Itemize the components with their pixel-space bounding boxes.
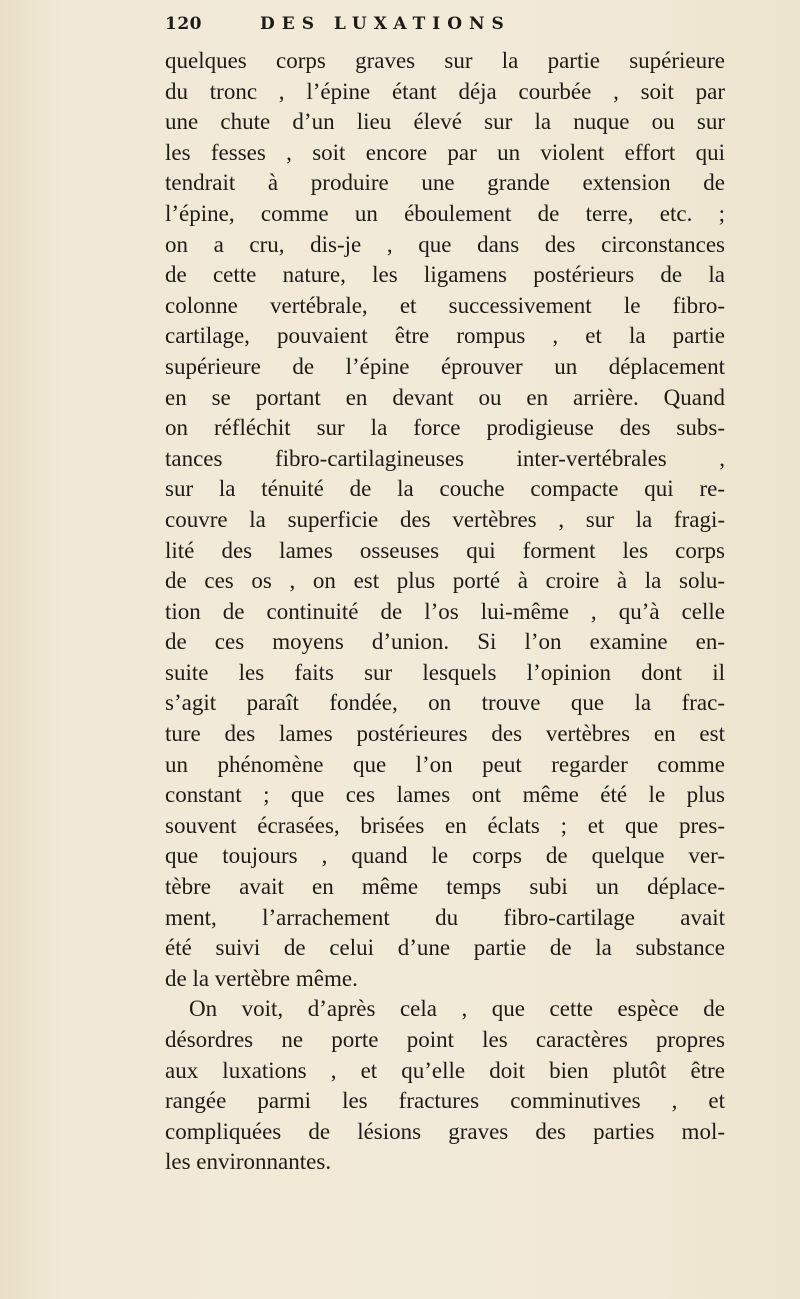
text-line: ture des lames postérieures des vertèbres en est xyxy=(165,721,725,747)
text-line: aux luxations , et qu’elle doit bien plutôt être xyxy=(165,1057,725,1083)
text-line: tèbre avait en même temps subi un déplace- xyxy=(165,874,725,900)
text-line: de la vertèbre même. xyxy=(165,965,358,991)
text-line: été suivi de celui d’une partie de la substance xyxy=(165,935,725,961)
text-line: cartilage, pouvaient être rompus , et la partie xyxy=(165,323,725,349)
text-line: une chute d’un lieu élevé sur la nuque ou sur xyxy=(165,109,725,135)
text-line: un phénomène que l’on peut regarder comme xyxy=(165,751,725,777)
text-line: les fesses , soit encore par un violent effort qui xyxy=(165,139,725,165)
text-line: ment, l’arrachement du fibro-cartilage avait xyxy=(165,904,725,930)
text-line: souvent écrasées, brisées en éclats ; et que pres- xyxy=(165,812,725,838)
text-line: tendrait à produire une grande extension de xyxy=(165,170,725,196)
text-line: supérieure de l’épine éprouver un déplacement xyxy=(165,353,725,379)
text-line: que toujours , quand le corps de quelque ver- xyxy=(165,843,725,869)
text-line: du tronc , l’épine étant déja courbée , soit par xyxy=(165,78,725,104)
text-line: on a cru, dis-je , que dans des circonstances xyxy=(165,231,725,257)
text-line: on réfléchit sur la force prodigieuse des subs- xyxy=(165,415,725,441)
text-line: les environnantes. xyxy=(165,1149,332,1175)
text-line: en se portant en devant ou en arrière. Quand xyxy=(165,384,725,410)
text-line: constant ; que ces lames ont même été le plus xyxy=(165,782,725,808)
text-line: désordres ne porte point les caractères propres xyxy=(165,1027,725,1052)
body-text xyxy=(165,46,725,1178)
page-header xyxy=(165,12,725,36)
text-line: On voit, d’après cela , que cette espèce de xyxy=(189,996,725,1022)
text-line: s’agit paraît fondée, on trouve que la frac- xyxy=(165,690,725,716)
text-line: sur la ténuité de la couche compacte qui re- xyxy=(165,476,725,502)
text-line: rangée parmi les fractures comminutives , et xyxy=(165,1088,725,1114)
running-head: DES LUXATIONS xyxy=(260,14,511,34)
page-number: 120 xyxy=(165,14,202,34)
text-line: quelques corps graves sur la partie supérieure xyxy=(165,48,725,73)
text-line: suite les faits sur lesquels l’opinion dont il xyxy=(165,659,725,685)
text-line: lité des lames osseuses qui forment les corps xyxy=(165,537,725,563)
text-line: l’épine, comme un éboulement de terre, etc. ; xyxy=(165,200,725,226)
text-line: de cette nature, les ligamens postérieurs de la xyxy=(165,262,725,288)
text-line: tances fibro-cartilagineuses inter-vertébrales , xyxy=(165,445,725,471)
text-line: colonne vertébrale, et successivement le fibro- xyxy=(165,292,725,318)
text-line: de ces os , on est plus porté à croire à la solu- xyxy=(165,568,725,594)
text-line: de ces moyens d’union. Si l’on examine en- xyxy=(165,629,725,655)
text-line: tion de continuité de l’os lui-même , qu’à celle xyxy=(165,598,725,624)
text-line: compliquées de lésions graves des parties mol- xyxy=(165,1118,725,1144)
text-line: couvre la superficie des vertèbres , sur la fragi- xyxy=(165,506,725,532)
